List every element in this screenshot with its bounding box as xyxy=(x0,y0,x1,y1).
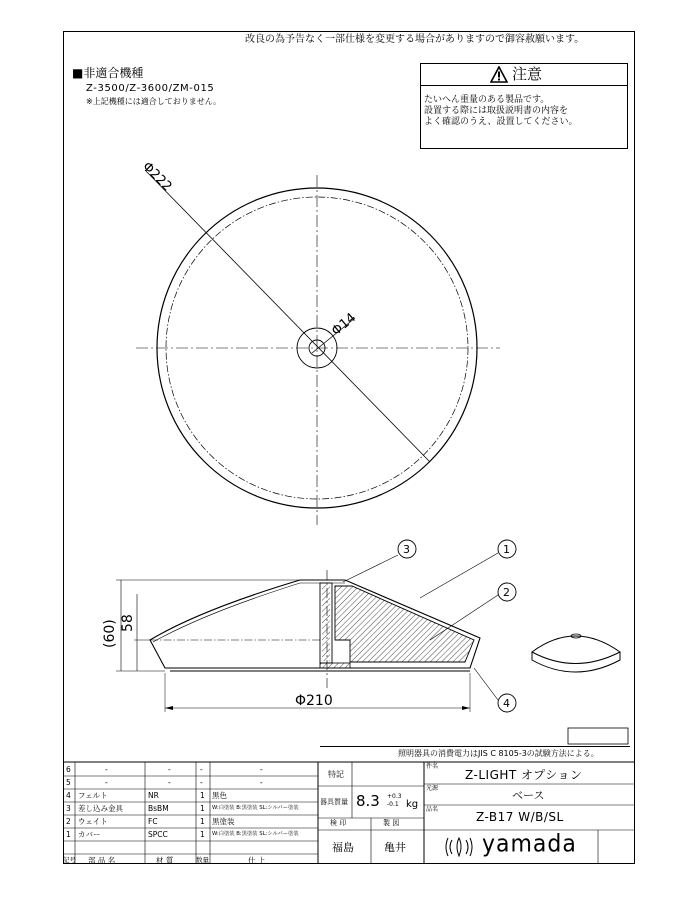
standard-note: 照明器具の消費電力はJIS C 8105-3の試験方法による。 xyxy=(398,749,599,758)
caution-line-1: たいへん重量のある製品です。 xyxy=(424,95,550,105)
row-material: SPCC xyxy=(148,830,168,839)
product-value: Z-B17 W/B/SL xyxy=(476,810,564,824)
incompatible-models: Z-3500/Z-3600/ZM-015 xyxy=(86,83,215,94)
caution-line-3: よく確認のうえ、設置してください。 xyxy=(424,117,578,127)
drawn-label: 製 図 xyxy=(383,819,400,827)
weight-tol-plus: +0.3 xyxy=(387,793,402,800)
inspector-name: 福島 xyxy=(332,841,354,854)
header-material: 材 質 xyxy=(156,856,174,865)
row-no: 3 xyxy=(66,804,71,813)
dim-outer-diameter: Φ222 xyxy=(139,159,175,195)
light-label: 光源 xyxy=(426,785,439,792)
header-name: 部 品 名 xyxy=(88,856,116,865)
weight-unit: kg xyxy=(406,799,419,810)
row-name: - xyxy=(105,765,108,774)
light-value: ベース xyxy=(512,789,545,802)
product-label: 品名 xyxy=(426,806,439,813)
row-material: NR xyxy=(148,791,159,800)
row-no: 4 xyxy=(66,791,71,800)
dim-hole-diameter: Φ14 xyxy=(328,310,360,340)
subject-value: Z-LIGHT オプション xyxy=(465,768,583,782)
header-finish: 仕 上 xyxy=(248,856,266,865)
weight-value: 8.3 xyxy=(356,792,380,810)
brand-logo: yamada xyxy=(482,830,577,859)
row-no: 2 xyxy=(66,817,71,826)
callout-3: 3 xyxy=(403,543,410,556)
row-finish: - xyxy=(260,765,263,774)
caution-title: 注意 xyxy=(512,65,543,83)
callout-1: 1 xyxy=(503,543,510,556)
callout-4: 4 xyxy=(503,697,510,710)
dim-height-reference: (60) xyxy=(102,619,118,648)
caution-line-2: 設置する際には取扱説明書の内容を xyxy=(424,106,569,116)
row-qty: 1 xyxy=(200,791,205,800)
row-finish: W:白塗装 B:黒塗装 SL:シルバー塗装 xyxy=(212,831,299,837)
row-no: 6 xyxy=(66,765,71,774)
row-finish: 黒塗装 xyxy=(212,817,235,826)
row-no: 5 xyxy=(66,778,71,787)
row-finish: - xyxy=(260,778,263,787)
row-qty: 1 xyxy=(200,830,205,839)
weight-label: 器具質量 xyxy=(320,798,348,806)
row-finish: 黒色 xyxy=(212,791,227,800)
row-finish: W:白塗装 B:黒塗装 SL:シルバー塗装 xyxy=(212,805,299,811)
row-qty: - xyxy=(200,765,203,774)
row-qty: 1 xyxy=(200,817,205,826)
drafter-name: 亀井 xyxy=(384,841,406,854)
row-name: カバー xyxy=(78,830,101,839)
row-name: - xyxy=(105,778,108,787)
incompatible-note: ※上記機種には適合しておりません。 xyxy=(86,97,222,106)
row-material: - xyxy=(168,765,171,774)
callout-2: 2 xyxy=(503,586,510,599)
incompatible-title: ■非適合機種 xyxy=(72,66,144,80)
dim-height: 58 xyxy=(120,614,136,632)
row-qty: 1 xyxy=(200,804,205,813)
row-name: 差し込み金具 xyxy=(78,804,123,813)
inspect-label: 検 印 xyxy=(330,819,347,827)
row-name: フェルト xyxy=(78,791,108,800)
header-no: 記号 xyxy=(63,856,76,864)
row-qty: - xyxy=(200,778,203,787)
row-name: ウェイト xyxy=(78,817,108,826)
row-no: 1 xyxy=(66,830,71,839)
subject-label: 件名 xyxy=(426,763,439,770)
row-material: FC xyxy=(148,817,158,826)
dim-base-diameter: Φ210 xyxy=(295,693,333,709)
header-qty: 数量 xyxy=(196,856,209,864)
yamada-logo-icon xyxy=(445,834,473,860)
row-material: - xyxy=(168,778,171,787)
weight-tol-minus: -0.1 xyxy=(387,801,399,808)
tokki-label: 特記 xyxy=(328,770,344,779)
header-notice: 改良の為予告なく一部仕様を変更する場合がありますので御容赦願います。 xyxy=(245,34,585,45)
row-material: BsBM xyxy=(148,804,169,813)
